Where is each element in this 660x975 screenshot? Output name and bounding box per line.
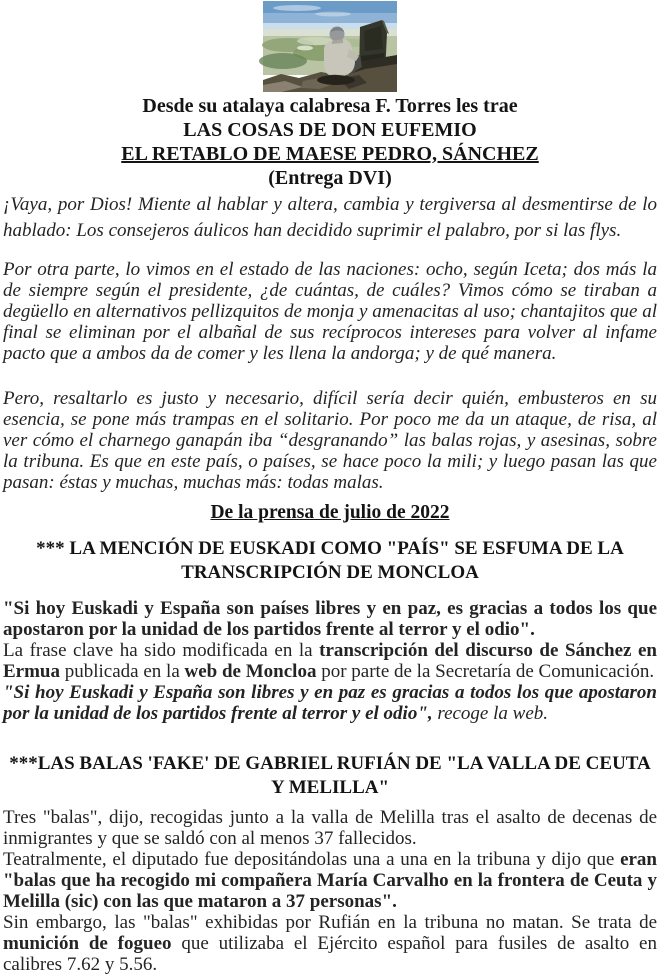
article-euskadi [3, 537, 657, 724]
article-headline: *** LA MENCIÓN DE EUSKADI COMO "PAÍS" SE ESFUMA DE LA TRANSCRIPCIÓN DE MONCLOA [36, 538, 624, 583]
press-section-header-text: De la prensa de julio de 2022 [210, 502, 450, 523]
press-section-header [3, 501, 657, 525]
editorial-section [3, 192, 657, 493]
page-subtitle [3, 142, 657, 166]
article-paragraph [3, 640, 657, 682]
byline: Desde su atalaya calabresa F. Torres les trae [142, 95, 518, 117]
editorial-paragraph-3: Pero, resaltarlo es justo y necesario, difícil sería decir quién, embusteros en su esencia, se pone más trampas en el solitario. Por poco me da un ataque, de risa, al ver cómo el charnego ganapán iba “desgranando” las balas rojas, y asesinas, sobre la tribuna. Es que en este país, o países, se hace poco la mili; y luego pasan las que pasan: éstas y muchas, muchas más: todas malas. [3, 388, 657, 493]
text-segment: publicada en la [60, 661, 185, 682]
newsletter-page [0, 1, 660, 975]
lookout-photo [263, 1, 397, 92]
text-segment: transcripción del discurso de Sánchez en Ermua [3, 640, 657, 682]
editorial-paragraph-2: Por otra parte, lo vimos en el estado de las naciones: ocho, según Iceta; dos más la de siempre según el presidente, ¿de cuántas, de cuáles? Vimos cómo se tiraban a degüello en alternativos pellizquitos de monja y amenacitas al uso; chantajitos que al final se eliminan por el albañal de sus recíprocos intereses para volver al infame pacto que a ambos da de comer y les llena la andorga; y de qué manera. [3, 259, 657, 364]
editorial-paragraph-1: ¡Vaya, por Dios! Miente al hablar y altera, cambia y tergiversa al desmentirse de lo hablado: Los consejeros áulicos han decidido suprimir el palabro, por si las flys. [3, 194, 657, 241]
text-segment: La frase clave ha sido modificada en la [3, 640, 320, 661]
text-segment: munición de fogueo [3, 933, 172, 954]
text-segment: "Si hoy Euskadi y España son países libres y en paz, es gracias a todos los que apostaron por la unidad de los partidos frente al terror y el odio". [3, 598, 657, 640]
text-segment: recoge la web. [432, 703, 548, 724]
text-segment: Sin embargo, las "balas" exhibidas por Rufián en la tribuna no matan. Se trata de [3, 912, 657, 933]
article-paragraph [3, 849, 657, 912]
page-subtitle-text: EL RETABLO DE MAESE PEDRO, SÁNCHEZ [121, 143, 539, 165]
text-segment: eran "balas que ha recogido mi compañera María Carvalho en la frontera de Ceuta y Melilla (sic) con las que mataron a 37 personas". [3, 849, 657, 912]
article-headline: ***LAS BALAS 'FAKE' DE GABRIEL RUFIÁN DE "LA VALLA DE CEUTA Y MELILLA" [9, 753, 651, 798]
article-paragraph: Tres "balas", dijo, recogidas junto a la valla de Melilla tras el asalto de decenas de inmigrantes y que se saldó con al menos 37 fallecidos. [3, 807, 657, 849]
article-balas-fake [3, 752, 657, 975]
article-paragraph [3, 912, 657, 975]
photo-container [3, 1, 657, 92]
text-segment: Teatralmente, el diputado fue depositándolas una a una en la tribuna y dijo que [3, 849, 621, 870]
article-lead [3, 598, 657, 640]
text-segment: "Si hoy Euskadi y España son libres y en paz es gracias a todos los que apostaron por la unidad de los partidos frente al terror y el odio", [3, 682, 657, 724]
text-segment: web de Moncloa [184, 661, 317, 682]
text-segment: por parte de la Secretaría de Comunicación. [316, 661, 655, 682]
article-quote [3, 682, 657, 724]
text-segment: que utilizaba el Ejército español para fusiles de asalto en calibres 7.62 y 5.56. [3, 933, 657, 975]
page-title: LAS COSAS DE DON EUFEMIO [183, 119, 477, 141]
issue-label: (Entrega DVI) [268, 167, 392, 189]
